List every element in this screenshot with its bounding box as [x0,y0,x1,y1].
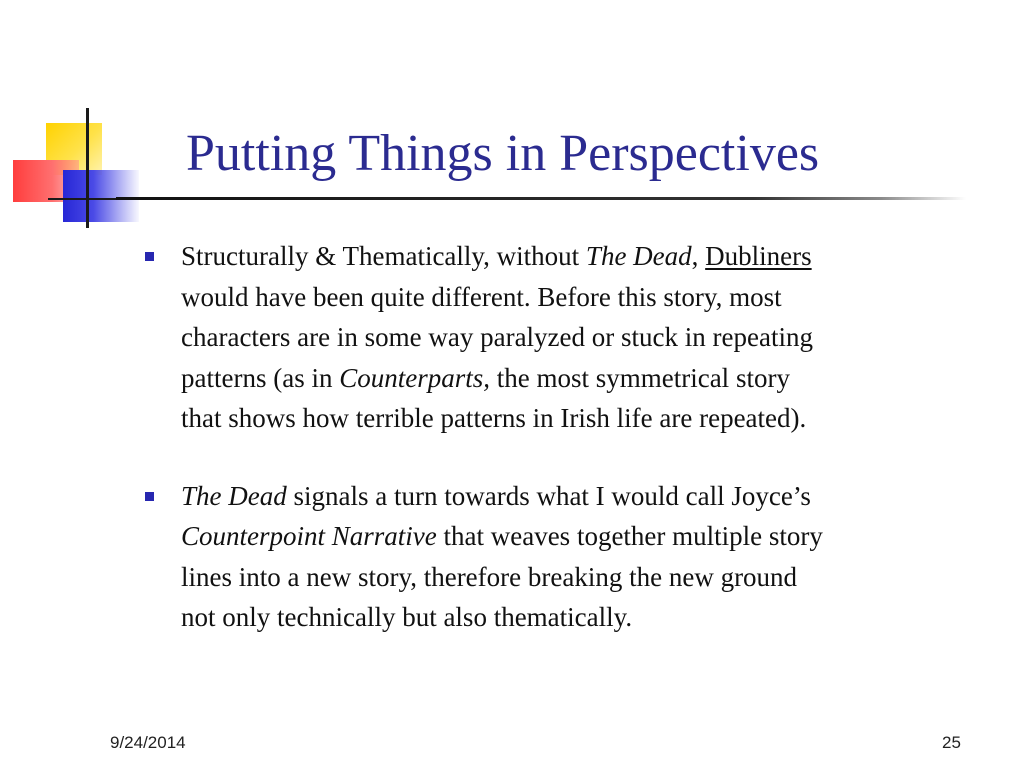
text-run: not only technically but also thematically. [181,602,633,632]
text-run: The Dead [181,480,287,511]
bullet-text-line [181,476,1004,517]
text-run: patterns (as in [181,362,340,393]
text-run: The Dead [585,241,692,271]
text-run: Counterpoint Narrative [181,521,437,551]
text-run: Counterparts, [339,362,490,393]
footer-date: 9/24/2014 [110,733,186,752]
bullet-item [144,476,1004,638]
text-run: would have been quite different. Before this story, most [181,281,782,312]
bullet-text-line [181,516,1004,557]
bullet-text-line [181,358,1004,399]
text-run: Dubliners [705,241,812,271]
square-bullet-icon [145,492,154,501]
square-bullet-icon [145,252,154,261]
bullet-text-line [181,277,1004,318]
logo-vertical-line [86,108,89,228]
bullet-text-line [181,317,1004,358]
decorative-squares-logo [0,100,150,235]
text-run: the most symmetrical story [489,362,790,393]
blue-square [63,170,139,222]
text-run: that shows how terrible patterns in Irish life are repeated). [181,403,807,433]
text-run: characters are in some way paralyzed or stuck in repeating [181,322,813,352]
text-run: lines into a new story, therefore breaking the new ground [181,561,798,592]
bullet-list [144,236,1004,638]
bullet-item [144,236,1004,439]
footer-page-number: 25 [942,733,961,752]
bullet-text-line [181,557,1004,598]
title-underline-rule [116,197,966,200]
text-run: Structurally & Thematically, without [181,241,586,271]
bullet-text-line [181,236,1004,277]
text-run: that weaves together multiple story [436,521,823,551]
bullet-text-line [181,597,1004,638]
slide-title: Putting Things in Perspectives [186,125,820,182]
text-run: signals a turn towards what I would call Joyce’s [286,480,811,511]
text-run: , [691,241,706,271]
bullet-text-line [181,398,1004,439]
